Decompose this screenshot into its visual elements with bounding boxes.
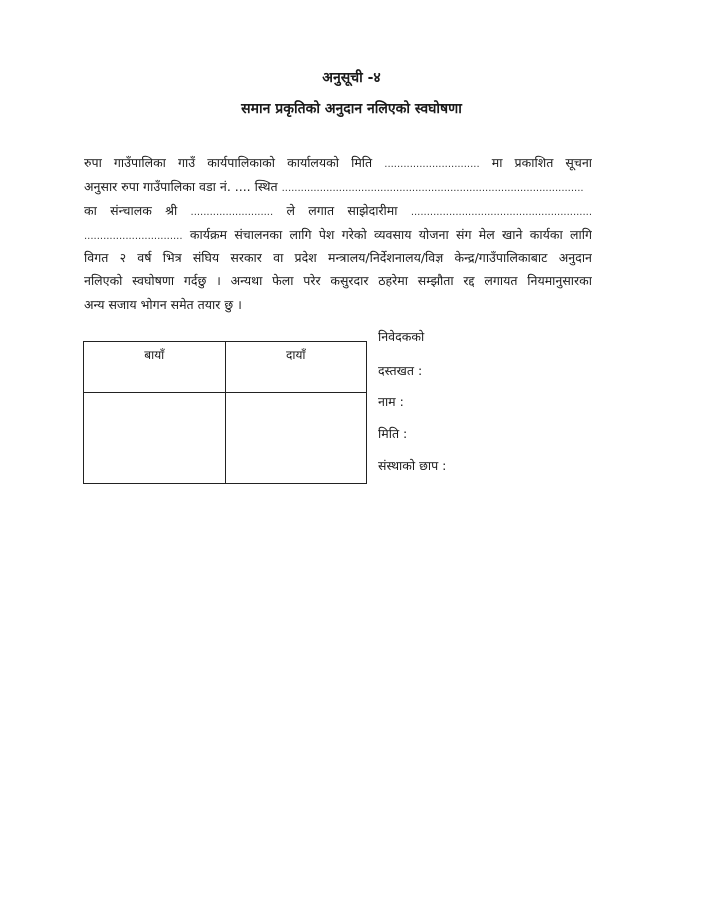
body-text: ले लगात साझेदारीमा: [286, 203, 398, 218]
body-line-4: [84, 227, 592, 245]
applicant-label: निवेदकको: [378, 329, 425, 344]
thumbprint-table: [83, 341, 367, 484]
right-thumb-box: [225, 393, 367, 484]
partnership-blank: .........................................................: [410, 207, 592, 218]
body-text: मा प्रकाशित सूचना: [491, 155, 592, 170]
program-blank: ...............................: [84, 231, 183, 242]
thumbprint-box-row: [84, 393, 367, 484]
document-subtitle: समान प्रकृतिको अनुदान नलिएको स्वघोषणा: [241, 101, 462, 117]
address-blank: ...............................................................................................: [281, 183, 584, 194]
body-line-1: [84, 155, 592, 173]
body-text: अनुसार रुपा गाउँपालिका वडा नं. .... स्थित: [84, 179, 278, 194]
body-text: रुपा गाउँपालिका गाउँ कार्यपालिकाको कार्यालयको मिति: [84, 155, 373, 170]
body-line-5: विगत २ वर्ष भित्र संघिय सरकार वा प्रदेश मन्त्रालय/निर्देशनालय/विज्ञ केन्द्र/गाउँपालिकाबाट अनुदान: [84, 250, 592, 265]
right-thumb-header: दायाँ: [225, 342, 367, 393]
body-text: कार्यक्रम संचालनका लागि पेश गरेको व्यवसाय योजना संग मेल खाने कार्यका लागि: [189, 227, 592, 242]
operator-name-blank: ..........................: [190, 207, 274, 218]
thumbprint-header-row: [84, 342, 367, 393]
date-blank: ..............................: [384, 159, 480, 170]
body-line-7: अन्य सजाय भोगन समेत तयार छु ।: [84, 297, 242, 312]
date-label: मिति :: [378, 426, 408, 441]
left-thumb-header: बायाँ: [84, 342, 226, 393]
body-line-6: नलिएको स्वघोषणा गर्दछु । अन्यथा फेला परेर कसुरदार ठहरेमा सम्झौता रद्द लगायत नियमानुसारका: [84, 273, 592, 288]
document-title: अनुसूची -४: [322, 70, 381, 86]
body-line-3: [84, 203, 592, 221]
seal-label: संस्थाको छाप :: [378, 458, 447, 473]
name-label: नाम :: [378, 394, 404, 409]
left-thumb-box: [84, 393, 226, 484]
body-text: का संन्चालक श्री: [84, 203, 178, 218]
signature-label: दस्तखत :: [378, 363, 423, 378]
body-line-2: [84, 179, 592, 197]
